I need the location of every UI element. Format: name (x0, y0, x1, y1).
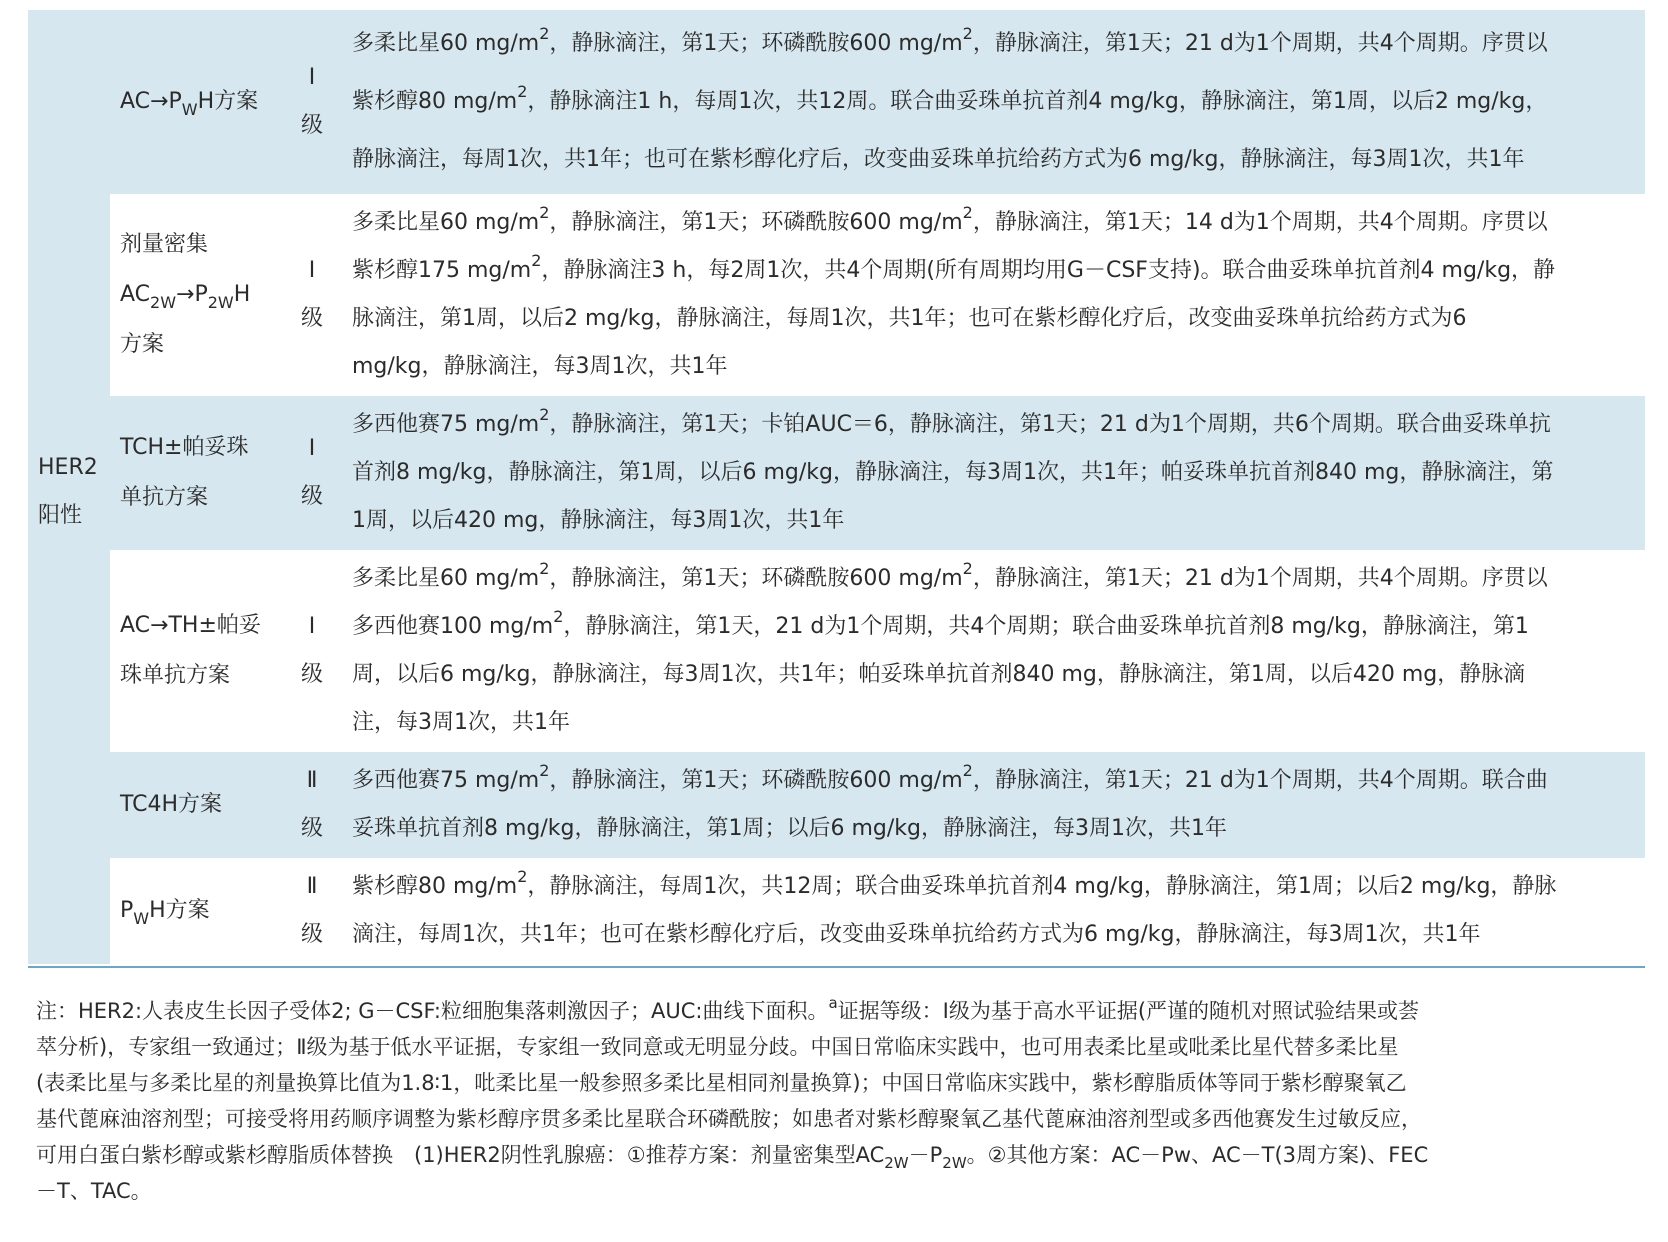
detail-text: ，静脉滴注，第1天；14 d为1个周期，共4个周期。序贯以 (972, 210, 1548, 235)
level-numeral: Ⅰ (308, 258, 316, 283)
footnote-text: 基代蓖麻油溶剂型；可接受将用药顺序调整为紫杉醇序贯多柔比星联合环磷酰胺；如患者对紫杉醇聚氧乙基代蓖麻油溶剂型或多西他赛发生过敏反应， (36, 1107, 1422, 1131)
detail-superscript: 2 (539, 559, 550, 578)
name-subscript: 2W (207, 293, 234, 312)
detail-text: ，静脉滴注1 h，每周1次，共12周。联合曲妥珠单抗首剂4 mg/kg，静脉滴注，第1周，以后2 mg/kg， (527, 89, 1548, 114)
regimen-detail (332, 550, 1645, 752)
detail-text: 首剂8 mg/kg，静脉滴注，第1周，以后6 mg/kg，静脉滴注，每3周1次，共1年；帕妥珠单抗首剂840 mg，静脉滴注，第 (352, 460, 1554, 485)
detail-text: ，静脉滴注，第1天；21 d为1个周期，共4个周期。联合曲 (972, 768, 1548, 793)
detail-text: 紫杉醇175 mg/m (352, 258, 532, 283)
group-label-line1: HER2 (38, 455, 98, 480)
footnote-text: 注：HER2:人表皮生长因子受体2; G－CSF:粒细胞集落刺激因子；AUC:曲线下面积。 (36, 999, 829, 1023)
level-suffix: 级 (300, 113, 323, 138)
level-numeral: Ⅱ (306, 768, 318, 793)
name-subscript: W (181, 100, 198, 119)
detail-text: 注，每3周1次，共1年 (352, 710, 570, 735)
detail-text: mg/kg，静脉滴注，每3周1次，共1年 (352, 354, 728, 379)
table-row (28, 858, 1645, 964)
detail-superscript: 2 (539, 203, 550, 222)
detail-text: ，静脉滴注，第1天；环磷酰胺600 mg/m (549, 566, 963, 591)
detail-text: 多柔比星60 mg/m (352, 31, 540, 56)
detail-superscript: 2 (962, 24, 973, 43)
regimen-name (110, 194, 292, 396)
level-suffix: 级 (300, 816, 323, 841)
footnote-text: －T、TAC。 (36, 1179, 152, 1203)
detail-text: ，静脉滴注，第1天；21 d为1个周期，共4个周期。序贯以 (972, 31, 1548, 56)
detail-superscript: 2 (517, 867, 528, 886)
regimen-name (110, 858, 292, 964)
name-subscript: W (133, 909, 150, 928)
regimen-name (110, 752, 292, 858)
evidence-level (292, 752, 332, 858)
detail-text: 妥珠单抗首剂8 mg/kg，静脉滴注，第1周；以后6 mg/kg，静脉滴注，每3周1次，共1年 (352, 816, 1227, 841)
detail-superscript: 2 (531, 251, 542, 270)
group-cell-her2-positive (28, 10, 110, 964)
name-text: P (120, 898, 134, 923)
detail-superscript: 2 (539, 405, 550, 424)
detail-text: 多柔比星60 mg/m (352, 210, 540, 235)
level-numeral: Ⅰ (308, 614, 316, 639)
detail-superscript: 2 (962, 761, 973, 780)
group-label-line2: 阳性 (38, 503, 83, 528)
footnote-text: 。②其他方案：AC－Pw、AC－T(3周方案)、FEC (966, 1143, 1429, 1167)
level-numeral: Ⅱ (306, 874, 318, 899)
footnote-text: 萃分析)，专家组一致通过；Ⅱ级为基于低水平证据，专家组一致同意或无明显分歧。中国日常临床实践中，也可用表柔比星或吡柔比星代替多柔比星 (36, 1035, 1399, 1059)
name-text: 方案 (120, 332, 165, 357)
detail-text: 多西他赛100 mg/m (352, 614, 554, 639)
level-suffix: 级 (300, 306, 323, 331)
footnote-subscript: 2W (942, 1154, 967, 1172)
name-text: H (233, 282, 251, 307)
name-text: →P (176, 282, 208, 307)
table-row (28, 550, 1645, 752)
detail-text: ，静脉滴注，第1天，21 d为1个周期，共4个周期；联合曲妥珠单抗首剂8 mg/kg，静脉滴注，第1 (563, 614, 1529, 639)
table-footnote (36, 993, 1636, 1209)
detail-text: ，静脉滴注3 h，每2周1次，共4个周期(所有周期均用G－CSF支持)。联合曲妥珠单抗首剂4 mg/kg，静 (541, 258, 1556, 283)
detail-text: 静脉滴注，每周1次，共1年；也可在紫杉醇化疗后，改变曲妥珠单抗给药方式为6 mg/kg，静脉滴注，每3周1次，共1年 (352, 147, 1525, 172)
detail-text: ，静脉滴注，第1天；21 d为1个周期，共4个周期。序贯以 (972, 566, 1548, 591)
table-row (28, 194, 1645, 396)
name-text: AC→P (120, 89, 182, 114)
level-suffix: 级 (300, 484, 323, 509)
level-suffix: 级 (300, 662, 323, 687)
regimen-detail (332, 396, 1645, 550)
table-row (28, 396, 1645, 550)
table-row (28, 752, 1645, 858)
evidence-level (292, 396, 332, 550)
name-subscript: 2W (150, 293, 177, 312)
regimen-detail (332, 10, 1645, 194)
name-text: 剂量密集 (120, 232, 209, 257)
detail-text: ，静脉滴注，第1天；环磷酰胺600 mg/m (549, 210, 963, 235)
regimen-name (110, 10, 292, 194)
detail-text: ，静脉滴注，第1天；卡铂AUC＝6，静脉滴注，第1天；21 d为1个周期，共6个周期。联合曲妥珠单抗 (549, 412, 1551, 437)
footnote-text: 证据等级：Ⅰ级为基于高水平证据(严谨的随机对照试验结果或荟 (837, 999, 1420, 1023)
level-numeral: Ⅰ (308, 65, 316, 90)
regimen-name (110, 396, 292, 550)
detail-text: 多柔比星60 mg/m (352, 566, 540, 591)
regimen-detail (332, 194, 1645, 396)
detail-superscript: 2 (517, 82, 528, 101)
name-text: TCH±帕妥珠 (120, 435, 249, 460)
detail-text: ，静脉滴注，第1天；环磷酰胺600 mg/m (549, 768, 963, 793)
table-bottom-rule (28, 966, 1645, 968)
detail-text: 滴注，每周1次，共1年；也可在紫杉醇化疗后，改变曲妥珠单抗给药方式为6 mg/kg，静脉滴注，每3周1次，共1年 (352, 922, 1481, 947)
name-text: 珠单抗方案 (120, 663, 231, 688)
footnote-superscript: a (828, 994, 838, 1012)
detail-text: 周，以后6 mg/kg，静脉滴注，每3周1次，共1年；帕妥珠单抗首剂840 mg，静脉滴注，第1周，以后420 mg，静脉滴 (352, 662, 1526, 687)
detail-text: 紫杉醇80 mg/m (352, 874, 518, 899)
evidence-level (292, 10, 332, 194)
name-text: H方案 (197, 89, 259, 114)
detail-superscript: 2 (539, 24, 550, 43)
regimen-name (110, 550, 292, 752)
footnote-subscript: 2W (884, 1154, 909, 1172)
detail-text: 1周，以后420 mg，静脉滴注，每3周1次，共1年 (352, 508, 845, 533)
detail-text: ，静脉滴注，第1天；环磷酰胺600 mg/m (549, 31, 963, 56)
detail-text: 多西他赛75 mg/m (352, 768, 540, 793)
name-text: 单抗方案 (120, 485, 209, 510)
detail-superscript: 2 (539, 761, 550, 780)
evidence-level (292, 550, 332, 752)
level-suffix: 级 (300, 922, 323, 947)
detail-superscript: 2 (962, 559, 973, 578)
detail-superscript: 2 (553, 607, 564, 626)
detail-superscript: 2 (962, 203, 973, 222)
regimen-table (28, 10, 1645, 964)
footnote-text: 可用白蛋白紫杉醇或紫杉醇脂质体替换 (1)HER2阴性乳腺癌：①推荐方案：剂量密集型AC (36, 1143, 885, 1167)
table-row (28, 10, 1645, 194)
detail-text: ，静脉滴注，每周1次，共12周；联合曲妥珠单抗首剂4 mg/kg，静脉滴注，第1周；以后2 mg/kg，静脉 (527, 874, 1557, 899)
footnote-text: －P (908, 1143, 943, 1167)
detail-text: 多西他赛75 mg/m (352, 412, 540, 437)
name-text: AC (120, 282, 151, 307)
detail-text: 脉滴注，第1周，以后2 mg/kg，静脉滴注，每周1次，共1年；也可在紫杉醇化疗后，改变曲妥珠单抗给药方式为6 (352, 306, 1467, 331)
regimen-detail (332, 752, 1645, 858)
footnote-text: (表柔比星与多柔比星的剂量换算比值为1.8∶1，吡柔比星一般参照多柔比星相同剂量换算)；中国日常临床实践中，紫杉醇脂质体等同于紫杉醇聚氧乙 (36, 1071, 1407, 1095)
name-text: AC→TH±帕妥 (120, 613, 261, 638)
regimen-detail (332, 858, 1645, 964)
name-text: H方案 (149, 898, 210, 923)
name-text: TC4H方案 (120, 792, 223, 817)
level-numeral: Ⅰ (308, 436, 316, 461)
evidence-level (292, 858, 332, 964)
detail-text: 紫杉醇80 mg/m (352, 89, 518, 114)
evidence-level (292, 194, 332, 396)
